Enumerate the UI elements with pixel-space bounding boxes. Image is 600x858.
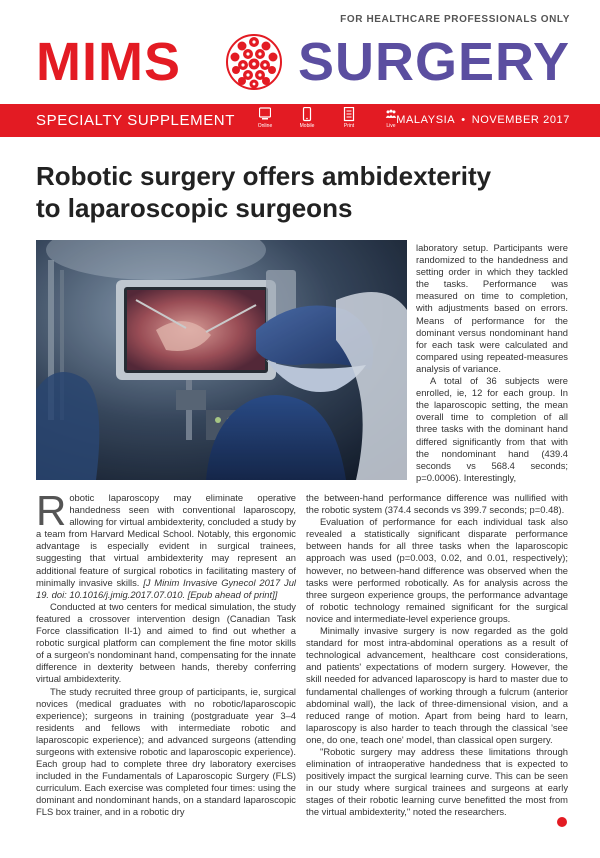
- channel-live-label: Live: [386, 123, 396, 129]
- citation: [J Minim Invasive Gynecol 2017 Jul 19. doi: 10.1016/j.jmig.2017.07.010. [Epub ahead of print]]: [36, 576, 296, 600]
- globe-logo-icon: [224, 32, 284, 92]
- channel-online: [250, 107, 280, 129]
- paragraph: "Robotic surgery may address these limitations through elimination of intraoperative handedness that is expected to positively impact the surgical learning curve. This can be seen in our study where surgical trainees and surgeons at early stages of their robotic learning curve benefitted the most from the virtual ambidexterity," noted the researchers.: [306, 745, 568, 818]
- lead-text: obotic laparoscopy may eliminate operative handedness seen with conventional laparoscopy, allowing for virtual ambidexterity, concluded a study by a team from Harvard Medical School. Notably, this ergonomic advantage is especially evident in surgical trainees, suggesting that virtual ambidexterity may represent an additional feature of surgical robotics in facilitating mastery of minimally invasive skills.: [36, 492, 296, 588]
- channel-print: [334, 107, 364, 129]
- brand-mims: MIMS: [36, 32, 181, 92]
- article-headline: [36, 160, 576, 224]
- issue-meta: [396, 114, 570, 126]
- masthead: [36, 30, 576, 94]
- channel-icons: [250, 107, 406, 129]
- article-column-right-bottom: [306, 492, 568, 819]
- issue-date: NOVEMBER 2017: [471, 114, 570, 126]
- paragraph: laboratory setup. Participants were randomized to the handedness and setting order in which they tackled the tasks. Performance was measured on time to completion, with adjustments based on errors. Means of performance for the dominant versus nondominant hand for each task were calculated and compared using repeated-measures analysis of variance.: [416, 242, 568, 374]
- paragraph: Conducted at two centers for medical simulation, the study featured a crossover intervention design (Canadian Task Force classification II-1) and aimed to find out whether a robotic surgical platform can complement the fine motor skills of a surgeon's nondominant hand, compensating for the innate difference in dexterity between hands, thereby conferring virtual ambidexterity.: [36, 600, 296, 685]
- channel-print-label: Print: [343, 123, 355, 129]
- operating-room-photo: [36, 240, 407, 480]
- mobile-icon: [301, 107, 313, 122]
- headline-line-2: to laparoscopic surgeons: [36, 193, 353, 223]
- country-label: MALAYSIA: [396, 114, 456, 126]
- live-icon: [385, 107, 397, 122]
- online-icon: [259, 107, 271, 122]
- paragraph: A total of 36 subjects were enrolled, ie, 12 for each group. In the laparoscopic setting, the mean overall time to completion of all three tasks with the dominant hand differed significantly from that with the nondominant hand (439.4 seconds vs 568.4 seconds; p=0.0006). Interestingly,: [416, 375, 568, 483]
- audience-tagline: FOR HEALTHCARE PROFESSIONALS ONLY: [340, 14, 570, 25]
- headline-line-1: Robotic surgery offers ambidexterity: [36, 161, 492, 191]
- supplement-band: [0, 104, 600, 137]
- paragraph: Minimally invasive surgery is now regarded as the gold standard for most intra-abdominal operations as a result of technological advancement, healthcare cost considerations, and patients' expectations of modern surgery. However, the skill needed for advanced laparoscopy is hard to master due to fundamental challenges of working through a fulcrum (anterior abdominal wall), the lack of three-dimensional vision, and a reduced range of motion. Apart from being hard to learn, laparoscopy is also harder to teach through the classical 'see one, do one, teach one' model, than classical open surgery.: [306, 625, 568, 745]
- article-column-right-top: [416, 242, 568, 484]
- drop-cap: R: [36, 487, 67, 534]
- paragraph: The study recruited three group of participants, ie, surgical novices (medical graduates with no robotic/laparoscopic experience); surgeons in training (postgraduate year 3–4 residents and fellows with intermediate robotic and laparoscopic experience); and advanced surgeons (attending surgeons with extensive robotic and laparoscopic experience). Each group had to complete three dry laboratory exercises included in the Fundamentals of Laparoscopic Surgery (FLS) curriculum. Each exercise was completed four times: using the dominant and nondominant hands, on a standard laparoscopic FLS box trainer, and in a robotic dry: [36, 685, 296, 818]
- brand-surgery: SURGERY: [298, 32, 571, 92]
- article-column-left: [36, 487, 296, 819]
- meta-separator: •: [461, 114, 466, 126]
- paragraph: the between-hand performance difference was nullified with the robotic system (374.4 seconds vs 399.7 seconds; p=0.48).: [306, 492, 568, 516]
- lead-paragraph: [36, 487, 296, 601]
- article-end-mark: [557, 817, 567, 827]
- print-icon: [343, 107, 355, 122]
- supplement-title: SPECIALTY SUPPLEMENT: [36, 112, 236, 129]
- paragraph: Evaluation of performance for each individual task also revealed a statistically significant disparate performance between hands for all three tasks when the laparoscopic approach was used (p=0.003, 0.02, and 0.01, respectively); however, no between-hand difference was observed when the tasks were performed robotically. As for analysis across the three surgeon experience groups, the performance advantage of robotic technology remained significant for the surgical novice and intermediate-level experience groups.: [306, 516, 568, 624]
- channel-online-label: Online: [257, 123, 273, 129]
- channel-mobile: [292, 107, 322, 129]
- channel-mobile-label: Mobile: [299, 123, 315, 129]
